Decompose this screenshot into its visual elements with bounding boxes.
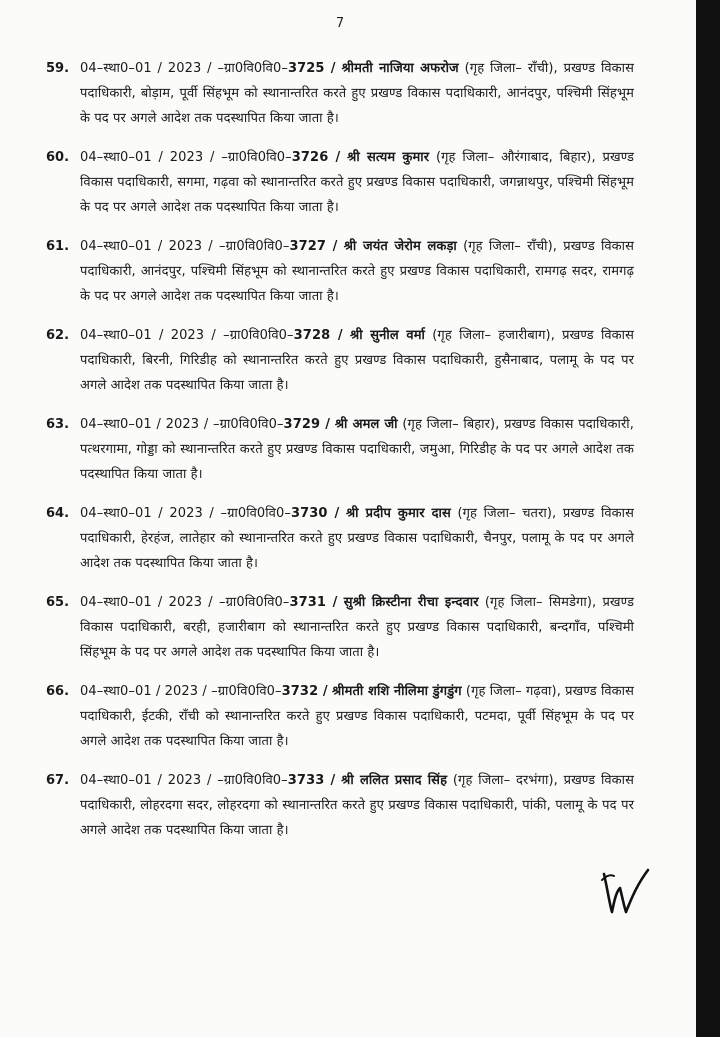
entry-reference: 04–स्था0–01 / 2023 / –ग्रा0वि0वि0–	[80, 417, 284, 432]
order-entry-60	[0, 145, 680, 220]
order-entry-67	[0, 768, 680, 843]
entry-order-number: 3733 /	[287, 773, 336, 788]
entry-reference: 04–स्था0–01 / 2023 / –ग्रा0वि0वि0–	[80, 773, 288, 788]
entry-number: 67.	[46, 773, 70, 788]
order-list	[0, 56, 680, 857]
entry-number: 63.	[46, 417, 70, 432]
entry-order-number: 3730 /	[290, 506, 340, 521]
entry-text	[80, 768, 634, 843]
order-entry-62	[0, 323, 680, 398]
entry-number: 62.	[46, 328, 70, 343]
entry-officer-name: श्री ललित प्रसाद सिंह	[341, 773, 448, 788]
entry-reference: 04–स्था0–01 / 2023 / –ग्रा0वि0वि0–	[80, 61, 288, 76]
order-entry-66	[0, 679, 680, 754]
entry-order-number: 3726 /	[291, 150, 341, 165]
signature-mark	[598, 862, 658, 918]
entry-details: (गृह जिला– औरंगाबाद, बिहार), प्रखण्ड विकास पदाधिकारी, सगमा, गढ़वा को स्थानान्तरित करते हुए प्रखण्ड विकास पदाधिकारी, जगन्नाथपुर, पश्चिमी सिंहभूम के पद पर अगले आदेश तक पदस्थापित किया जाता है।	[80, 150, 635, 215]
entry-officer-name: श्री सुनील वर्मा	[349, 328, 425, 343]
entry-text	[80, 679, 634, 754]
entry-details: (गृह जिला– बिहार), प्रखण्ड विकास पदाधिकारी, पत्थरगामा, गोड्डा को स्थानान्तरित करते हुए प्रखण्ड विकास पदाधिकारी, जमुआ, गिरिडीह के पद पर अगले आदेश तक पदस्थापित किया जाता है।	[80, 417, 634, 482]
entry-officer-name: सुश्री क्रिस्टीना रीचा इन्दवार	[343, 595, 479, 610]
order-entry-59	[0, 56, 680, 131]
entry-order-number: 3725 /	[287, 61, 336, 76]
entry-details: (गृह जिला– दरभंगा), प्रखण्ड विकास पदाधिकारी, लोहरदगा सदर, लोहरदगा को स्थानान्तरित करते हुए प्रखण्ड विकास पदाधिकारी, पांकी, पलामू के पद पर अगले आदेश तक पदस्थापित किया जाता है।	[80, 773, 634, 838]
entry-number: 64.	[46, 506, 70, 521]
entry-reference: 04–स्था0–01 / 2023 / –ग्रा0वि0वि0–	[80, 595, 290, 610]
entry-officer-name: श्री अमल जी	[334, 417, 398, 432]
entry-number: 59.	[46, 61, 70, 76]
entry-details: (गृह जिला– सिमडेगा), प्रखण्ड विकास पदाधिकारी, बरही, हजारीबाग को स्थानान्तरित करते हुए प्रखण्ड विकास पदाधिकारी, बन्दगाँव, पश्चिमी सिंहभूम के पद पर अगले आदेश तक पदस्थापित किया जाता है।	[80, 595, 634, 660]
entry-order-number: 3731 /	[289, 595, 338, 610]
entry-details: (गृह जिला– राँची), प्रखण्ड विकास पदाधिकारी, बोड़ाम, पूर्वी सिंहभूम को स्थानान्तरित करते हुए प्रखण्ड विकास पदाधिकारी, आनंदपुर, पश्चिमी सिंहभूम के पद पर अगले आदेश तक पदस्थापित किया जाता है।	[80, 61, 635, 126]
entry-text	[80, 412, 634, 487]
entry-number: 60.	[46, 150, 70, 165]
entry-reference: 04–स्था0–01 / 2023 / –ग्रा0वि0वि0–	[80, 684, 282, 699]
order-entry-63	[0, 412, 680, 487]
photo-edge-shadow	[696, 0, 720, 1037]
entry-number: 65.	[46, 595, 70, 610]
entry-order-number: 3727 /	[289, 239, 338, 254]
entry-details: (गृह जिला– हजारीबाग), प्रखण्ड विकास पदाधिकारी, बिरनी, गिरिडीह को स्थानान्तरित करते हुए प्रखण्ड विकास पदाधिकारी, हुसैनाबाद, पलामू के पद पर अगले आदेश तक पदस्थापित किया जाता है।	[80, 328, 635, 393]
entry-officer-name: श्रीमती नाजिया अफरोज	[341, 61, 459, 76]
entry-text	[80, 234, 634, 309]
entry-officer-name: श्रीमती शशि नीलिमा डुंगडुंग	[331, 684, 462, 699]
entry-text	[80, 56, 634, 131]
entry-order-number: 3732 /	[281, 684, 328, 699]
entry-reference: 04–स्था0–01 / 2023 / –ग्रा0वि0वि0–	[80, 239, 290, 254]
order-entry-61	[0, 234, 680, 309]
order-entry-64	[0, 501, 680, 576]
entry-details: (गृह जिला– गढ़वा), प्रखण्ड विकास पदाधिकारी, ईटकी, राँची को स्थानान्तरित करते हुए प्रखण्ड विकास पदाधिकारी, पटमदा, पूर्वी सिंहभूम के पद पर अगले आदेश तक पदस्थापित किया जाता है।	[80, 684, 634, 749]
entry-number: 61.	[46, 239, 70, 254]
entry-reference: 04–स्था0–01 / 2023 / –ग्रा0वि0वि0–	[80, 150, 292, 165]
entry-officer-name: श्री सत्यम कुमार	[347, 150, 430, 165]
entry-details: (गृह जिला– चतरा), प्रखण्ड विकास पदाधिकारी, हेरहंज, लातेहार को स्थानान्तरित करते हुए प्रखण्ड विकास पदाधिकारी, चैनपुर, पलामू के पद पर अगले आदेश तक पदस्थापित किया जाता है।	[80, 506, 634, 571]
page-number: 7	[335, 16, 345, 31]
entry-officer-name: श्री जयंत जेरोम लकड़ा	[343, 239, 457, 254]
entry-number: 66.	[46, 684, 70, 699]
entry-text	[80, 323, 634, 398]
entry-text	[80, 501, 634, 576]
entry-reference: 04–स्था0–01 / 2023 / –ग्रा0वि0वि0–	[80, 328, 294, 343]
entry-text	[80, 145, 634, 220]
entry-order-number: 3729 /	[283, 417, 331, 432]
entry-officer-name: श्री प्रदीप कुमार दास	[345, 506, 451, 521]
entry-reference: 04–स्था0–01 / 2023 / –ग्रा0वि0वि0–	[80, 506, 291, 521]
entry-order-number: 3728 /	[293, 328, 343, 343]
entry-text	[80, 590, 634, 665]
entry-details: (गृह जिला– राँची), प्रखण्ड विकास पदाधिकारी, आनंदपुर, पश्चिमी सिंहभूम को स्थानान्तरित करते हुए प्रखण्ड विकास पदाधिकारी, रामगढ़ सदर, रामगढ़ के पद पर अगले आदेश तक पदस्थापित किया जाता है।	[80, 239, 634, 304]
order-entry-65	[0, 590, 680, 665]
